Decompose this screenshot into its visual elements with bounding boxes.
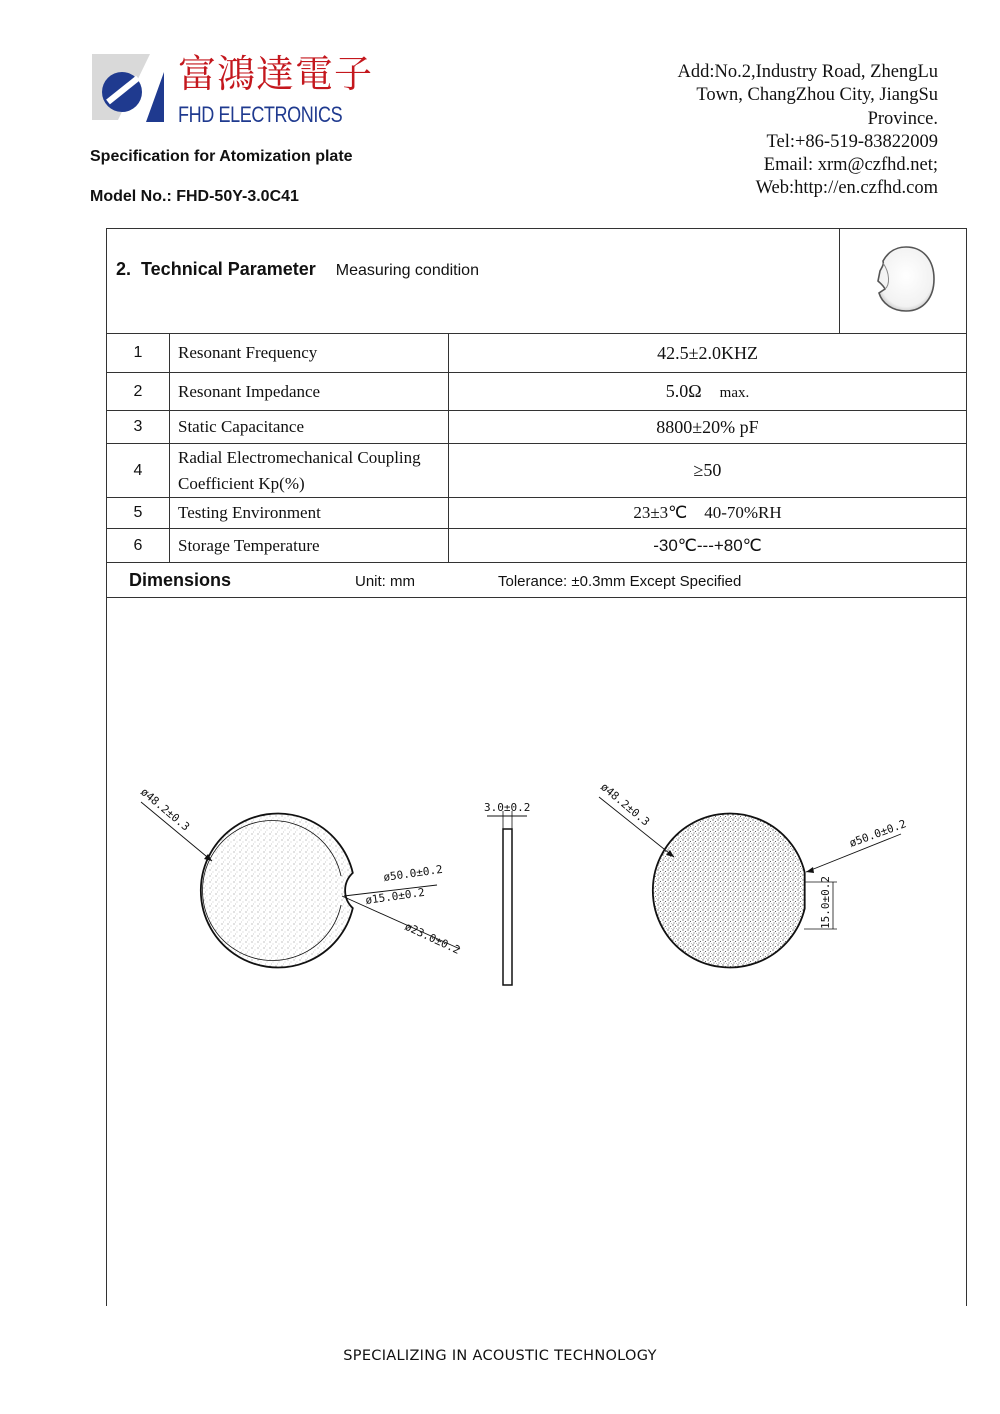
value-text: 42.5±2.0KHZ [657,342,758,363]
table-row [107,444,967,498]
front-d23-label: ø23.0±0.2 [402,919,463,957]
row-number: 6 [107,529,170,563]
row-number: 3 [107,411,170,444]
dimensions-title: Dimensions [129,569,232,590]
address-tel: Tel:+86-519-83822009 [766,131,938,152]
parameter-value [449,411,967,444]
address-web: Web:http://en.czfhd.com [755,178,938,199]
table-row [107,411,967,444]
address-line-1: Add:No.2,Industry Road, ZhengLu [677,62,938,82]
side-view [484,801,530,985]
dimensions-header [107,563,967,598]
back-d50-label: ø50.0±0.2 [847,817,909,850]
parameter-value [449,444,967,498]
row-number: 4 [107,444,170,498]
value-text: 23±3℃ 40-70%RH [633,503,782,522]
front-outer-diameter-label: ø48.2±0.3 [138,785,193,834]
dimension-drawing [107,599,965,1299]
back-view [598,780,908,967]
row-number: 2 [107,373,170,411]
front-d50-label: ø50.0±0.2 [382,862,444,884]
fhd-logo-icon [88,50,168,130]
parameter-name: Static Capacitance [170,411,449,444]
parameter-name: Testing Environment [170,498,449,529]
address-email: Email: xrm@czfhd.net; [763,155,938,176]
address-line-3: Province. [867,108,938,129]
company-address [578,61,938,201]
back-gap-label: 15.0±0.2 [819,876,832,929]
table-row [107,373,967,411]
side-plate-outline [503,829,512,985]
row-number: 1 [107,334,170,373]
front-d15-label: ø15.0±0.2 [364,885,426,907]
parameter-value [449,529,967,563]
row-number: 5 [107,498,170,529]
side-thickness-label: 3.0±0.2 [484,801,531,814]
product-thumbnail-cell [840,229,967,334]
spec-title: Specification for Atomization plate [90,148,353,165]
product-thumbnail-image [868,241,938,317]
value-text: 8800±20% pF [656,416,759,437]
table-row [107,334,967,373]
dimensions-unit: Unit: mm [355,572,415,590]
parameter-name: Storage Temperature [170,529,449,563]
table-row [107,498,967,529]
parameter-name [170,444,449,498]
parameter-name-line-1: Radial Electromechanical Coupling [178,447,421,467]
parameter-value [449,334,967,373]
section-title: Technical Parameter [141,259,316,279]
page-footer: SPECIALIZING IN ACOUSTIC TECHNOLOGY [343,1348,657,1364]
dimensions-header-row [107,563,967,598]
section-number: 2. [116,259,132,279]
value-text: ≥50 [693,460,722,480]
address-line-2: Town, ChangZhou City, JiangSu [696,85,938,106]
table-row [107,529,967,563]
value-text: 5.0Ω [665,381,702,401]
company-logo [88,50,374,132]
dimensions-tolerance: Tolerance: ±0.3mm Except Specified [498,572,742,590]
section-header [107,229,840,334]
logo-english-name: FHD ELECTRONICS [178,102,343,127]
back-outer-diameter-label: ø48.2±0.3 [598,780,653,829]
value-note: max. [719,385,750,401]
parameter-name: Resonant Impedance [170,373,449,411]
parameter-name: Resonant Frequency [170,334,449,373]
parameter-value [449,498,967,529]
front-plate-outline [201,814,353,968]
value-text: -30℃---+80℃ [653,535,762,555]
back-plate-outline [653,814,805,968]
section-subtitle: Measuring condition [335,262,479,279]
frame-right-border [966,598,967,1306]
logo-chinese-name: 富鴻達電子 [178,52,374,96]
model-number: Model No.: FHD-50Y-3.0C41 [90,188,299,205]
parameter-name-line-2: Coefficient Kp(%) [178,473,305,493]
technical-parameter-table [106,228,967,598]
front-view [138,785,462,967]
parameter-value [449,373,967,411]
